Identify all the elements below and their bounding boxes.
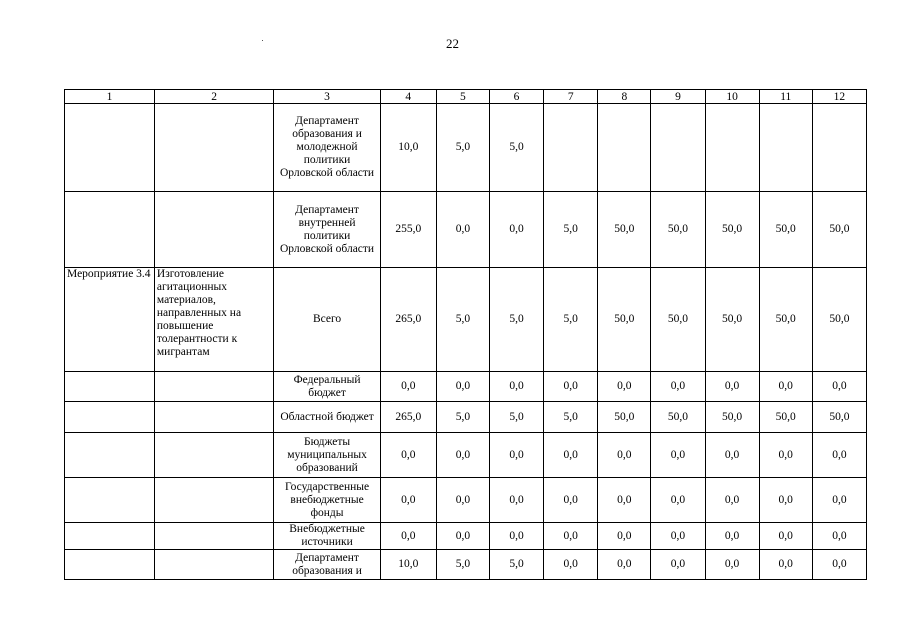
source-cell: Департамент образования и [274, 550, 380, 580]
value-cell: 0,0 [489, 372, 543, 402]
header-cell: 3 [274, 90, 380, 104]
value-cell: 0,0 [651, 478, 705, 523]
value-cell: 0,0 [705, 372, 759, 402]
value-cell: 0,0 [705, 523, 759, 550]
value-cell: 50,0 [705, 402, 759, 433]
value-cell: 0,0 [812, 478, 866, 523]
value-cell: 265,0 [380, 402, 436, 433]
value-cell: 0,0 [544, 372, 598, 402]
value-cell: 0,0 [759, 478, 812, 523]
value-cell: 50,0 [651, 402, 705, 433]
measure-cell: Мероприятие 3.4 [65, 268, 155, 372]
value-cell: 0,0 [759, 372, 812, 402]
value-cell: 0,0 [544, 433, 598, 478]
value-cell: 0,0 [651, 372, 705, 402]
value-cell: 50,0 [812, 192, 866, 268]
value-cell: 0,0 [651, 433, 705, 478]
table-row [65, 192, 867, 268]
value-cell: 0,0 [380, 433, 436, 478]
value-cell: 10,0 [380, 104, 436, 192]
header-cell: 7 [544, 90, 598, 104]
value-cell: 0,0 [544, 523, 598, 550]
value-cell: 0,0 [489, 523, 543, 550]
value-cell: 0,0 [759, 523, 812, 550]
value-cell: 0,0 [705, 550, 759, 580]
value-cell: 5,0 [544, 268, 598, 372]
scan-speck [262, 40, 263, 41]
measure-cell [65, 550, 155, 580]
value-cell: 5,0 [436, 402, 489, 433]
header-cell: 8 [598, 90, 651, 104]
measure-name-cell [154, 104, 274, 192]
value-cell: 0,0 [812, 550, 866, 580]
budget-table [64, 89, 867, 580]
table-row [65, 268, 867, 372]
value-cell: 5,0 [489, 268, 543, 372]
value-cell: 5,0 [489, 550, 543, 580]
value-cell [812, 104, 866, 192]
measure-name-cell [154, 192, 274, 268]
measure-name-cell [154, 433, 274, 478]
table-row [65, 104, 867, 192]
source-cell: Внебюджетные источники [274, 523, 380, 550]
value-cell: 0,0 [651, 550, 705, 580]
value-cell: 0,0 [436, 372, 489, 402]
value-cell: 50,0 [598, 402, 651, 433]
measure-cell [65, 104, 155, 192]
value-cell [759, 104, 812, 192]
header-cell: 2 [154, 90, 274, 104]
measure-cell [65, 192, 155, 268]
value-cell: 0,0 [598, 433, 651, 478]
value-cell: 255,0 [380, 192, 436, 268]
source-cell: Областной бюджет [274, 402, 380, 433]
table-row [65, 372, 867, 402]
header-cell: 4 [380, 90, 436, 104]
value-cell: 0,0 [489, 433, 543, 478]
value-cell [651, 104, 705, 192]
value-cell: 5,0 [544, 402, 598, 433]
value-cell: 50,0 [651, 268, 705, 372]
measure-name-cell [154, 372, 274, 402]
header-cell: 1 [65, 90, 155, 104]
header-cell: 10 [705, 90, 759, 104]
value-cell: 50,0 [812, 268, 866, 372]
source-cell: Федеральный бюджет [274, 372, 380, 402]
header-cell: 12 [812, 90, 866, 104]
value-cell: 0,0 [812, 372, 866, 402]
value-cell: 0,0 [380, 372, 436, 402]
value-cell: 0,0 [436, 192, 489, 268]
value-cell: 50,0 [705, 192, 759, 268]
measure-name-cell [154, 550, 274, 580]
value-cell: 0,0 [544, 550, 598, 580]
value-cell: 0,0 [489, 478, 543, 523]
value-cell: 0,0 [759, 433, 812, 478]
value-cell: 0,0 [380, 523, 436, 550]
measure-cell [65, 478, 155, 523]
value-cell: 0,0 [436, 523, 489, 550]
table-row [65, 550, 867, 580]
value-cell: 0,0 [598, 550, 651, 580]
measure-name-cell [154, 402, 274, 433]
value-cell: 5,0 [436, 550, 489, 580]
value-cell: 5,0 [544, 192, 598, 268]
source-cell: Государственные внебюджетные фонды [274, 478, 380, 523]
value-cell: 0,0 [759, 550, 812, 580]
value-cell: 50,0 [651, 192, 705, 268]
value-cell: 5,0 [489, 104, 543, 192]
header-cell: 5 [436, 90, 489, 104]
value-cell: 0,0 [812, 433, 866, 478]
value-cell: 0,0 [489, 192, 543, 268]
value-cell: 5,0 [436, 104, 489, 192]
header-cell: 6 [489, 90, 543, 104]
measure-name-cell [154, 478, 274, 523]
value-cell: 50,0 [759, 192, 812, 268]
value-cell: 50,0 [812, 402, 866, 433]
source-cell: Департамент образования и молодежной политики Орловской области [274, 104, 380, 192]
table-row [65, 523, 867, 550]
measure-name-cell [154, 523, 274, 550]
measure-cell [65, 433, 155, 478]
value-cell: 265,0 [380, 268, 436, 372]
table-row [65, 433, 867, 478]
value-cell: 0,0 [651, 523, 705, 550]
value-cell: 0,0 [598, 478, 651, 523]
value-cell [544, 104, 598, 192]
value-cell: 0,0 [436, 478, 489, 523]
value-cell: 50,0 [759, 268, 812, 372]
value-cell: 5,0 [436, 268, 489, 372]
value-cell: 10,0 [380, 550, 436, 580]
source-cell: Департамент внутренней политики Орловской области [274, 192, 380, 268]
header-cell: 9 [651, 90, 705, 104]
header-cell: 11 [759, 90, 812, 104]
measure-cell [65, 372, 155, 402]
measure-name-cell: Изготовление агитационных материалов, направленных на повышение толерантности к мигрантам [154, 268, 274, 372]
value-cell: 5,0 [489, 402, 543, 433]
value-cell: 50,0 [598, 268, 651, 372]
value-cell: 0,0 [436, 433, 489, 478]
value-cell: 0,0 [705, 433, 759, 478]
table-row [65, 478, 867, 523]
value-cell: 0,0 [544, 478, 598, 523]
value-cell: 50,0 [705, 268, 759, 372]
header-row [65, 90, 867, 104]
value-cell: 0,0 [705, 478, 759, 523]
measure-cell [65, 402, 155, 433]
table-row [65, 402, 867, 433]
value-cell [598, 104, 651, 192]
value-cell: 0,0 [380, 478, 436, 523]
value-cell: 0,0 [812, 523, 866, 550]
source-cell: Бюджеты муниципальных образований [274, 433, 380, 478]
source-cell: Всего [274, 268, 380, 372]
measure-cell [65, 523, 155, 550]
value-cell: 0,0 [598, 372, 651, 402]
value-cell: 50,0 [759, 402, 812, 433]
value-cell: 0,0 [598, 523, 651, 550]
page-number: 22 [446, 36, 459, 51]
value-cell [705, 104, 759, 192]
value-cell: 50,0 [598, 192, 651, 268]
